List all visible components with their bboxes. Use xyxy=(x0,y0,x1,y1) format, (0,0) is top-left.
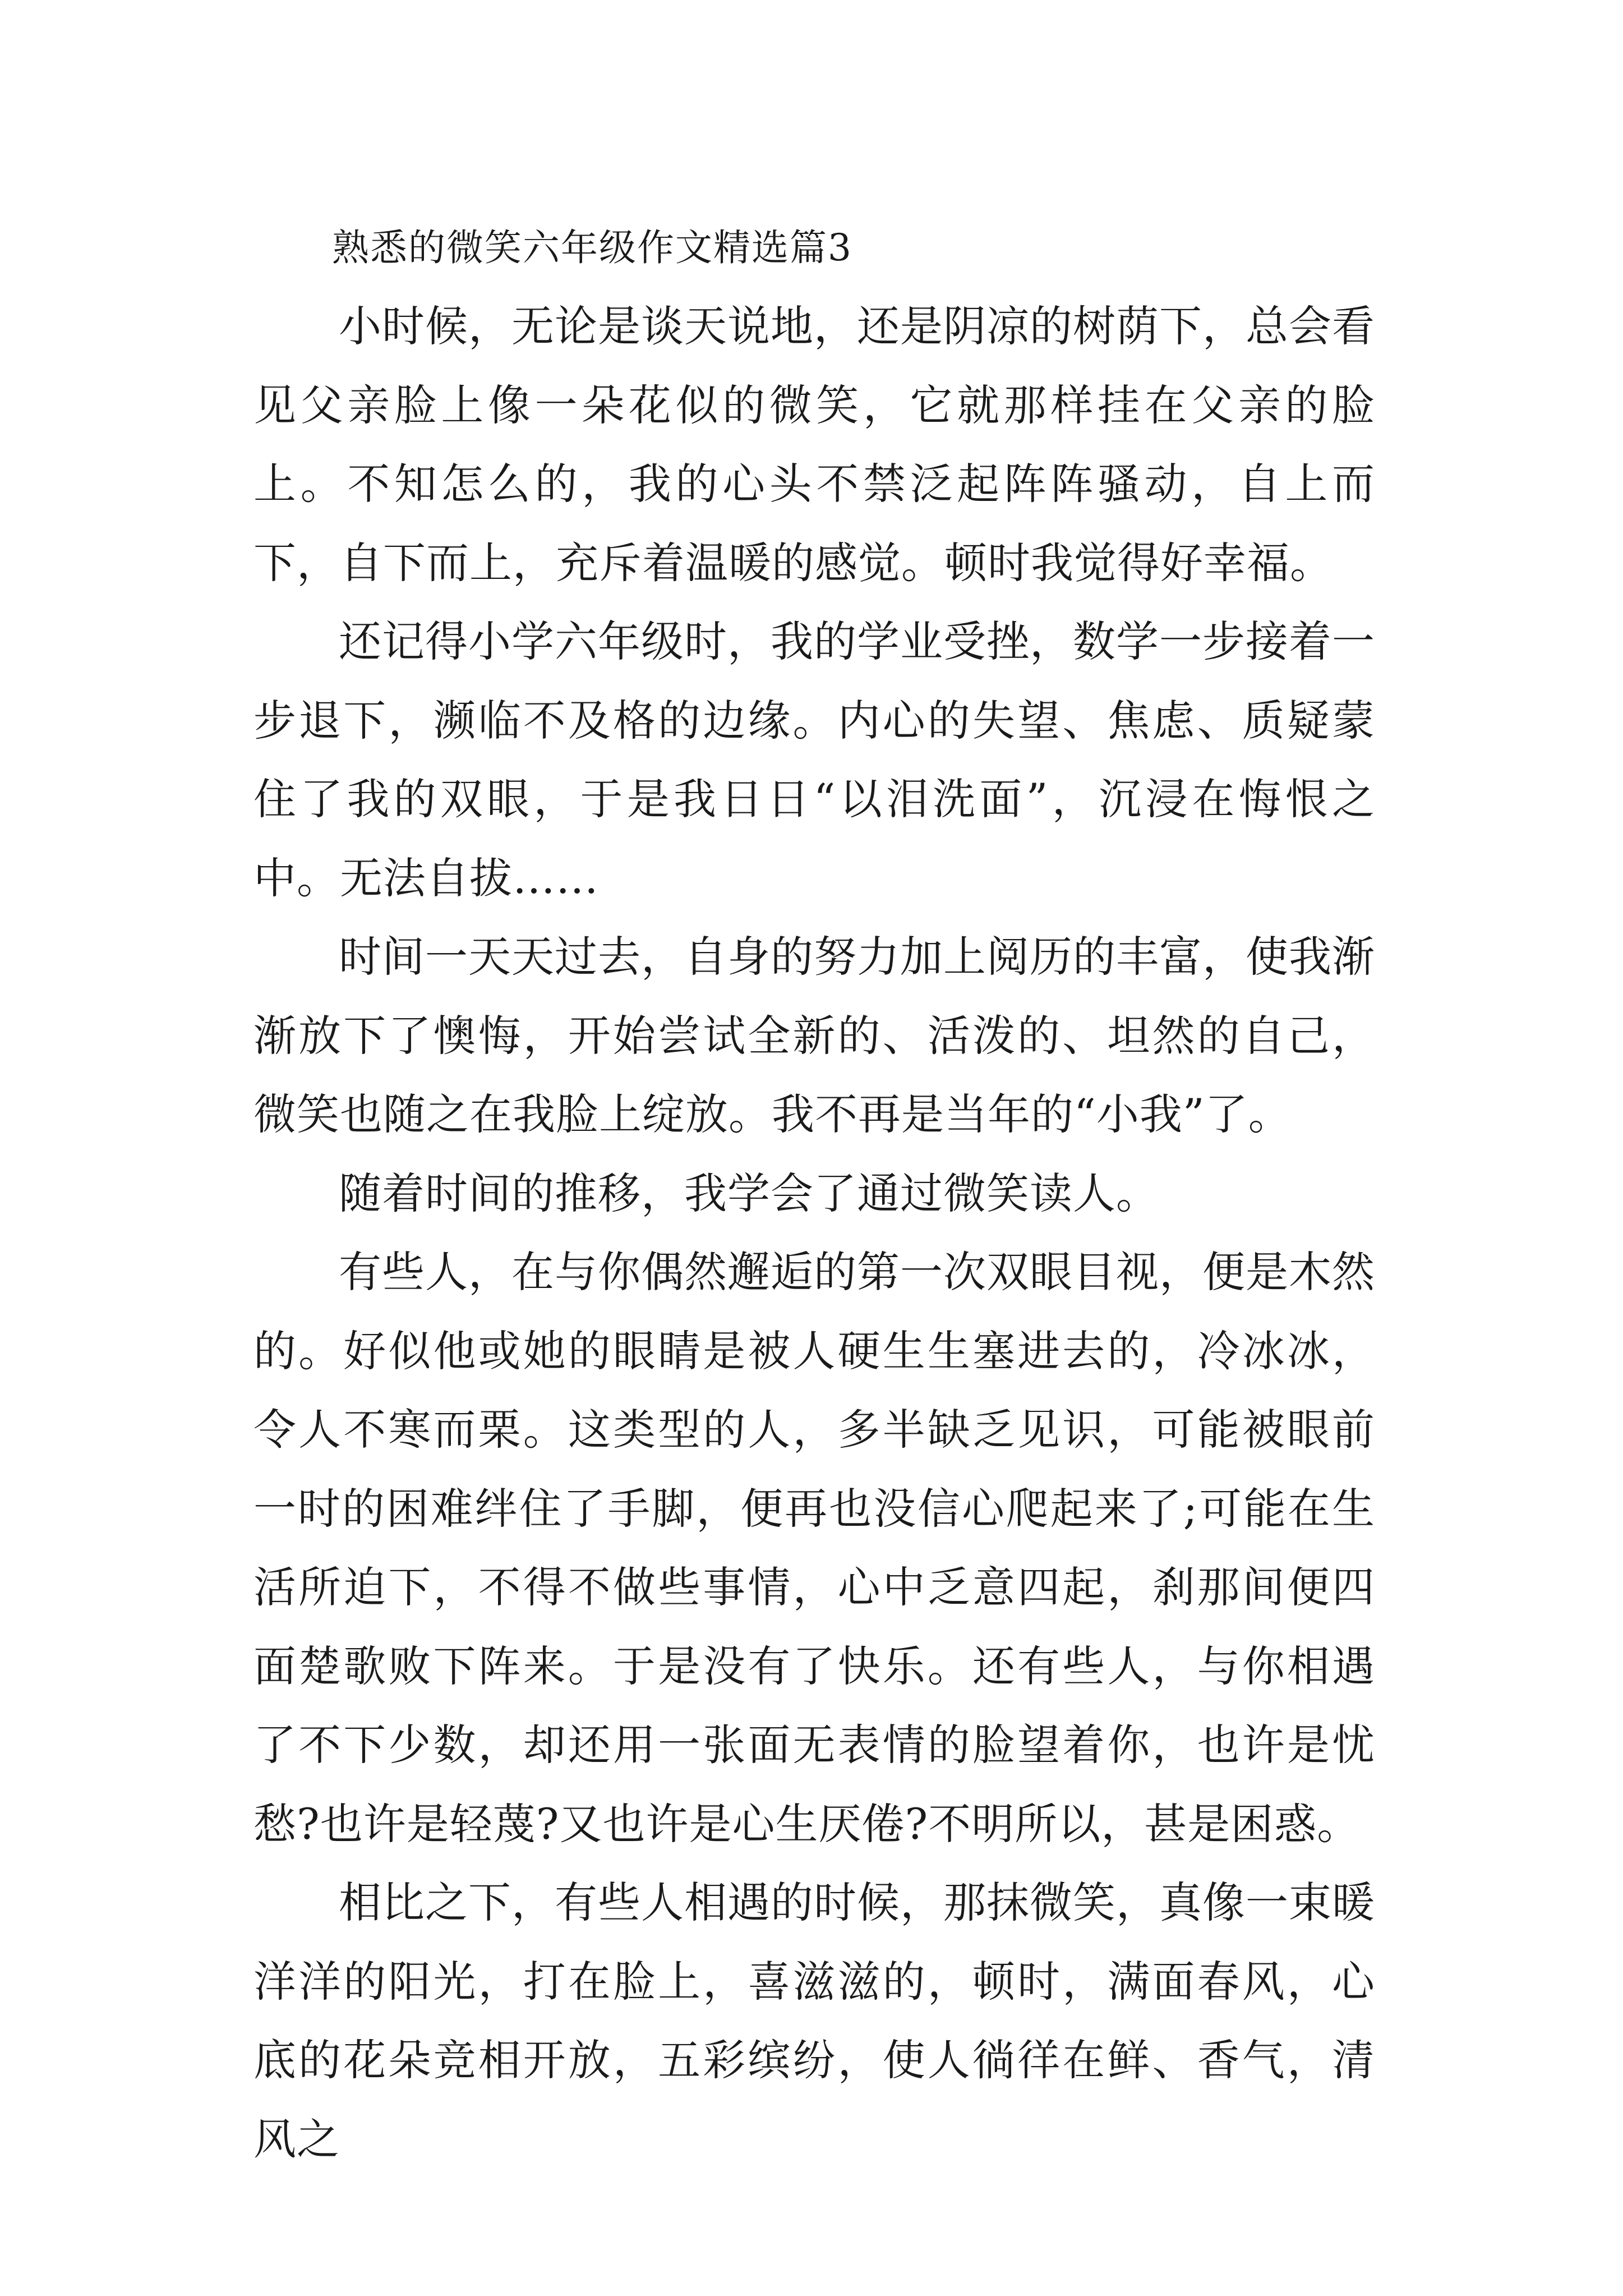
paragraph-1: 小时候，无论是谈天说地，还是阴凉的树荫下，总会看见父亲脸上像一朵花似的微笑，它就那样挂在父亲的脸上。不知怎么的，我的心头不禁泛起阵阵骚动，自上而下，自下而上，充斥着温暖的感觉。顿时我觉得好幸福。 xyxy=(253,301,1375,588)
document-body xyxy=(253,209,1375,2179)
essay-title: 熟悉的微笑六年级作文精选篇3 xyxy=(332,226,852,269)
paragraph-6: 相比之下，有些人相遇的时候，那抹微笑，真像一束暖洋洋的阳光，打在脸上，喜滋滋的，顿时，满面春风，心底的花朵竞相开放，五彩缤纷，使人徜徉在鲜、香气，清风之 xyxy=(253,1878,1375,2164)
paragraph-5: 有些人，在与你偶然邂逅的第一次双眼目视，便是木然的。好似他或她的眼睛是被人硬生生塞进去的，冷冰冰，令人不寒而栗。这类型的人，多半缺乏见识，可能被眼前一时的困难绊住了手脚，便再也没信心爬起来了;可能在生活所迫下，不得不做些事情，心中乏意四起，刹那间便四面楚歌败下阵来。于是没有了快乐。还有些人，与你相遇了不下少数，却还用一张面无表情的脸望着你，也许是忧愁?也许是轻蔑?又也许是心生厌倦?不明所以，甚是困惑。 xyxy=(253,1247,1375,1849)
paragraph-3: 时间一天天过去，自身的努力加上阅历的丰富，使我渐渐放下了懊悔，开始尝试全新的、活泼的、坦然的自己，微笑也随之在我脸上绽放。我不再是当年的“小我”了。 xyxy=(253,932,1375,1139)
paragraph-2: 还记得小学六年级时，我的学业受挫，数学一步接着一步退下，濒临不及格的边缘。内心的失望、焦虑、质疑蒙住了我的双眼，于是我日日“以泪洗面”，沉浸在悔恨之中。无法自拔…… xyxy=(253,616,1375,903)
paragraph-4: 随着时间的推移，我学会了通过微笑读人。 xyxy=(339,1168,1159,1218)
